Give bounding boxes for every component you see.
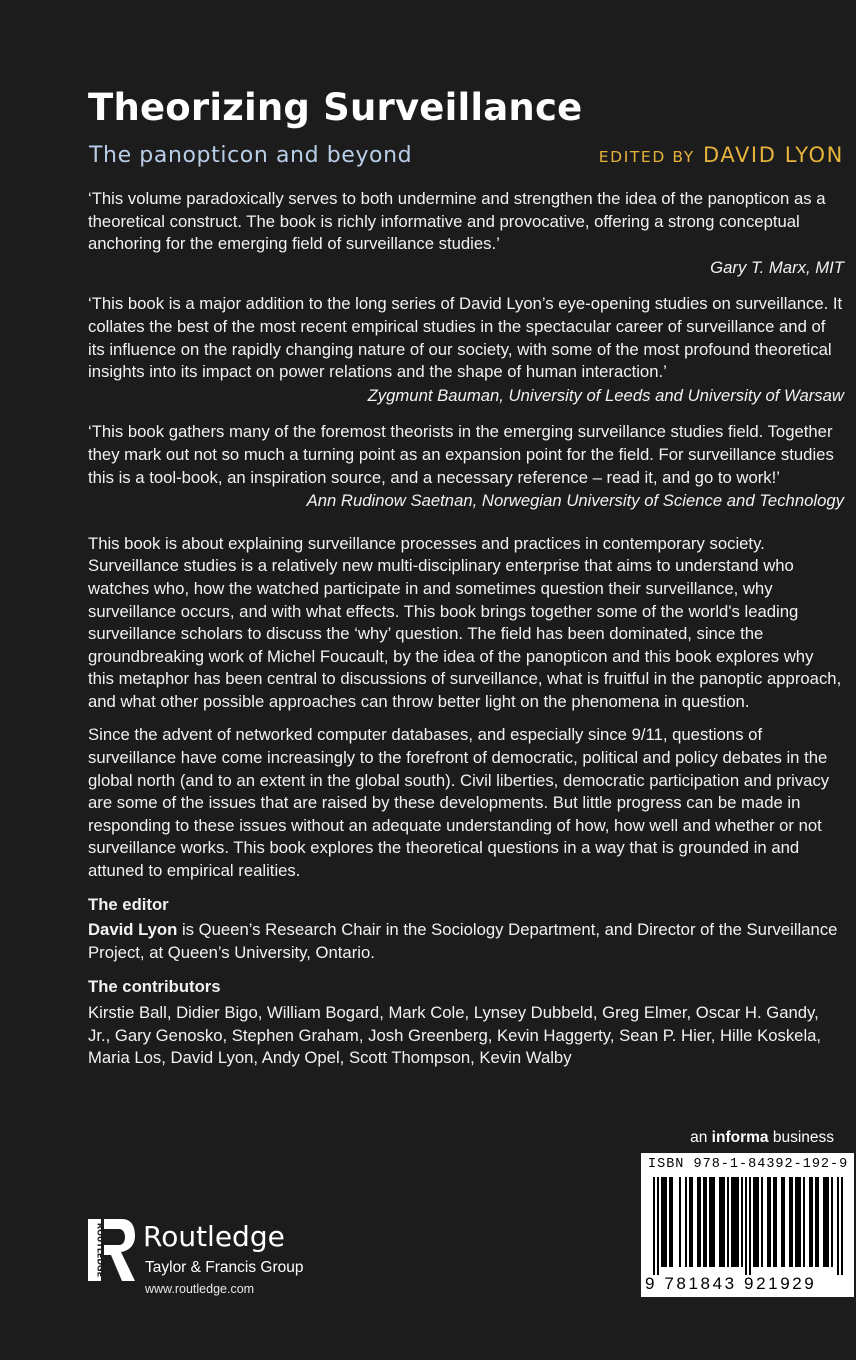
barcode-bar xyxy=(761,1177,763,1267)
barcode-bar xyxy=(723,1177,725,1267)
barcode-bar xyxy=(783,1177,785,1267)
book-title: Theorizing Surveillance xyxy=(88,86,583,129)
barcode-bar xyxy=(799,1177,801,1267)
barcode-bar xyxy=(727,1177,729,1267)
barcode-bar xyxy=(781,1177,783,1267)
barcode-digits: 9 781843 921929 xyxy=(645,1274,817,1293)
quote-attribution: Ann Rudinow Saetnan, Norwegian University of Science and Technology xyxy=(306,491,844,511)
barcode-bar xyxy=(679,1177,681,1267)
barcode-bar xyxy=(795,1177,797,1267)
description-paragraph: Since the advent of networked computer databases, and especially since 9/11, questions of surveillance have come increasingly to the forefront of democratic, political and policy debates in the global north (and to an extent in the global south). Civil liberties, democratic participation and privacy are some of the issues that are raised by these developments. But little progress can be made in responding to these issues without an adequate understanding of how, how well and whether or not surveillance works. This book explores the theoretical questions in a way that is grounded in and attuned to empirical realities. xyxy=(88,725,830,881)
barcode-bar xyxy=(755,1177,757,1267)
editor-name: DAVID LYON xyxy=(702,143,844,167)
svg-text:ROUTLEDGE: ROUTLEDGE xyxy=(95,1222,105,1278)
informa-suffix: business xyxy=(768,1129,834,1146)
barcode-bar xyxy=(797,1177,799,1267)
barcode-bar xyxy=(789,1177,791,1267)
contributors-list: Kirstie Ball, Didier Bigo, William Bogard, Mark Cole, Lynsey Dubbeld, Greg Elmer, Oscar H. Gandy, Jr., Gary Genosko, Stephen Graham, Josh Greenberg, Kevin Haggerty, Sean P. Hier, Hille Koskela, Maria Los, David Lyon, Andy Opel, Scott Thompson, Kevin Walby xyxy=(88,1003,822,1068)
barcode-bar xyxy=(811,1177,813,1267)
quote-attribution: Gary T. Marx, MIT xyxy=(710,257,844,277)
editor-bio-text: is Queen’s Research Chair in the Sociology Department, and Director of the Surveillance Project, at Queen’s University, Ontario. xyxy=(88,920,838,962)
barcode-bar xyxy=(823,1177,825,1267)
barcode-bar xyxy=(713,1177,715,1267)
review-quote xyxy=(88,188,844,279)
book-subtitle: The panopticon and beyond xyxy=(89,143,413,168)
barcode-bar xyxy=(791,1177,793,1267)
back-cover-text xyxy=(88,188,844,1082)
barcode-bar xyxy=(669,1177,671,1267)
barcode-bar xyxy=(719,1177,721,1267)
edited-by-prefix: EDITED BY xyxy=(598,148,695,166)
barcode-bar xyxy=(657,1177,659,1275)
barcode-bar xyxy=(711,1177,713,1267)
barcode-bar xyxy=(825,1177,827,1267)
barcode-bar xyxy=(753,1177,755,1267)
barcode-bar xyxy=(653,1177,655,1275)
publisher-block xyxy=(86,1217,346,1297)
publisher-name: Routledge xyxy=(143,1220,285,1253)
barcode-bar xyxy=(703,1177,705,1267)
quote-text: ‘This book gathers many of the foremost theorists in the emerging surveillance studies field. Together they mark out not so much a turning point as an expansion point for the field. For surveillance studies this is a tool-book, an inspiration source, and a necessary reference – read it, and go to work!’ xyxy=(88,422,834,487)
barcode-bar xyxy=(665,1177,667,1267)
barcode-bar xyxy=(671,1177,673,1267)
barcode-bar xyxy=(661,1177,663,1267)
barcode-bar xyxy=(767,1177,769,1267)
contributors-heading: The contributors xyxy=(88,977,221,997)
barcode-bar xyxy=(745,1177,747,1275)
barcode-bar xyxy=(749,1177,751,1275)
barcode-bar xyxy=(691,1177,693,1267)
barcode-bar xyxy=(689,1177,691,1267)
quote-attribution: Zygmunt Bauman, University of Leeds and University of Warsaw xyxy=(367,385,844,405)
barcode-bar xyxy=(705,1177,707,1267)
barcode-bar xyxy=(775,1177,777,1267)
barcode-bar xyxy=(741,1177,743,1267)
quote-text: ‘This volume paradoxically serves to both undermine and strengthen the idea of the panopticon as a theoretical construct. The book is richly informative and provocative, offering a strong conceptual anchoring for the emerging field of surveillance studies.’ xyxy=(88,189,826,254)
barcode-icon xyxy=(649,1177,847,1275)
review-quote xyxy=(88,421,844,512)
publisher-group: Taylor & Francis Group xyxy=(145,1259,304,1276)
barcode-bar xyxy=(831,1177,833,1267)
barcode-bar xyxy=(815,1177,817,1267)
editor-heading: The editor xyxy=(88,894,169,914)
isbn-barcode-box xyxy=(641,1153,854,1297)
barcode-bar xyxy=(827,1177,829,1267)
barcode-bar xyxy=(757,1177,759,1267)
edited-by-line xyxy=(599,143,844,167)
review-quote xyxy=(88,293,844,407)
routledge-logo-icon xyxy=(86,1217,136,1283)
barcode-bar xyxy=(735,1177,737,1267)
barcode-bar xyxy=(685,1177,687,1267)
publisher-url: www.routledge.com xyxy=(145,1282,255,1296)
barcode-bar xyxy=(699,1177,701,1267)
barcode-bar xyxy=(731,1177,733,1267)
description-paragraph: This book is about explaining surveillance processes and practices in contemporary society. Surveillance studies is a relatively new multi-disciplinary enterprise that aims to understand who watches who, how the watched participate in and sometimes question their surveillance, why surveillance occurs, and with what effects. This book brings together some of the world's leading surveillance scholars to discuss the ‘why’ question. The field has been dominated, since the groundbreaking work of Michel Foucault, by the idea of the panopticon and this book explores why this metaphor has been central to discussions of surveillance, what is fruitful in the panoptic approach, and what other possible approaches can throw better light on the phenomena in question. xyxy=(88,533,842,711)
editor-bio xyxy=(88,919,844,964)
barcode-bar xyxy=(773,1177,775,1267)
barcode-bar xyxy=(709,1177,711,1267)
editor-bio-name: David Lyon xyxy=(88,920,178,940)
barcode-bar xyxy=(803,1177,805,1267)
isbn-label: ISBN 978-1-84392-192-9 xyxy=(648,1157,849,1172)
barcode-bar xyxy=(697,1177,699,1267)
informa-prefix: an xyxy=(690,1129,712,1146)
barcode-bar xyxy=(769,1177,771,1267)
barcode-bar xyxy=(733,1177,735,1267)
barcode-bar xyxy=(837,1177,839,1275)
barcode-bar xyxy=(721,1177,723,1267)
barcode-bar xyxy=(663,1177,665,1267)
barcode-bar xyxy=(841,1177,843,1275)
barcode-bar xyxy=(809,1177,811,1267)
quote-text: ‘This book is a major addition to the long series of David Lyon’s eye-opening studies on surveillance. It collates the best of the most recent empirical studies in the spectacular career of surveillance and of its influence on the rapidly changing nature of our society, with some of the most profound theoretical insights into its impact on power relations and the shape of human interaction.’ xyxy=(88,294,843,382)
informa-tagline xyxy=(690,1129,834,1147)
barcode-bar xyxy=(817,1177,819,1267)
informa-brand: informa xyxy=(711,1129,769,1146)
barcode-bar xyxy=(737,1177,739,1267)
